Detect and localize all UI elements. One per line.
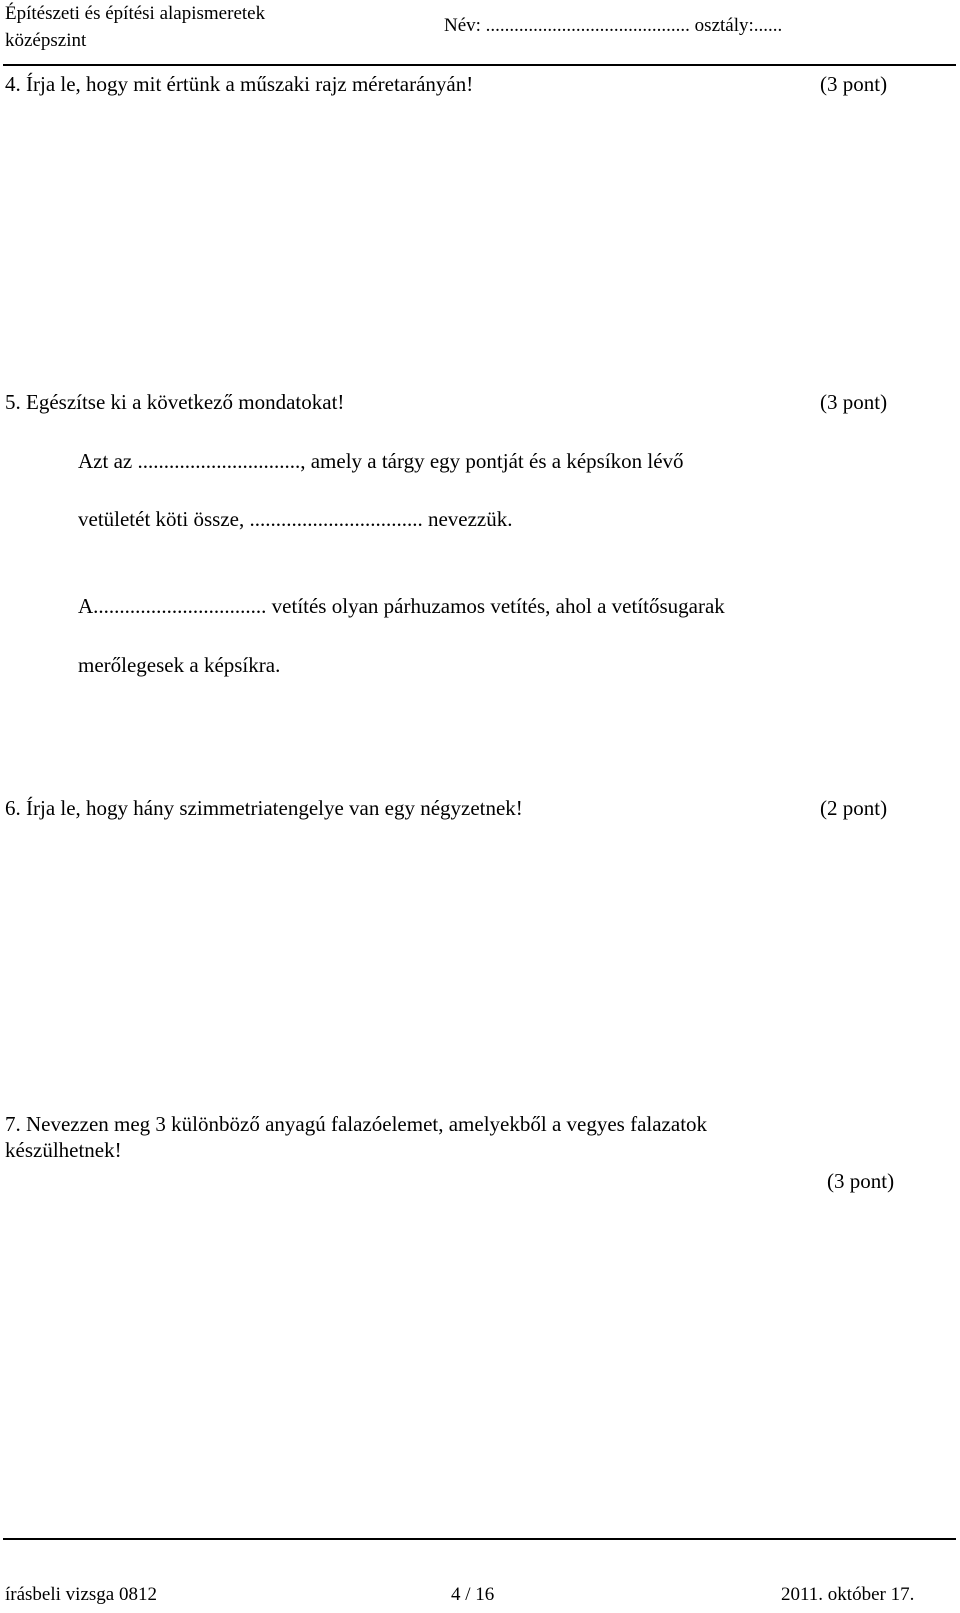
question-5-line-3: A................................. vetítés olyan párhuzamos vetítés, ahol a vetítősugarak [78, 594, 725, 618]
question-4-points: (3 pont) [820, 72, 888, 96]
question-5-line-1: Azt az ..............................., amely a tárgy egy pontját és a képsíkon lévő [78, 449, 684, 473]
question-4-text: 4. Írja le, hogy mit értünk a műszaki rajz méretarányán! [5, 72, 474, 96]
question-7-line-1: 7. Nevezzen meg 3 különböző anyagú falazóelemet, amelyekből a vegyes falazatok [5, 1112, 708, 1136]
question-5-text: 5. Egészítse ki a következő mondatokat! [5, 390, 345, 414]
question-5-points: (3 pont) [820, 390, 888, 414]
question-6-text: 6. Írja le, hogy hány szimmetriatengelye van egy négyzetnek! [5, 796, 523, 820]
exam-code: írásbeli vizsga 0812 [5, 1584, 157, 1605]
question-5-line-4: merőlegesek a képsíkra. [78, 653, 281, 677]
header-divider [3, 64, 956, 66]
question-7-line-2: készülhetnek! [5, 1138, 122, 1162]
exam-date: 2011. október 17. [781, 1584, 915, 1605]
name-class-field: Név: ........................................... osztály:...... [444, 15, 783, 36]
question-6-points: (2 pont) [820, 796, 888, 820]
footer-divider [3, 1538, 956, 1540]
page-number: 4 / 16 [451, 1584, 495, 1605]
question-7-points: (3 pont) [827, 1169, 895, 1193]
subject-title: Építészeti és építési alapismeretek [5, 3, 266, 24]
question-5-line-2: vetületét köti össze, ................................. nevezzük. [78, 507, 513, 531]
level-label: középszint [5, 30, 87, 51]
